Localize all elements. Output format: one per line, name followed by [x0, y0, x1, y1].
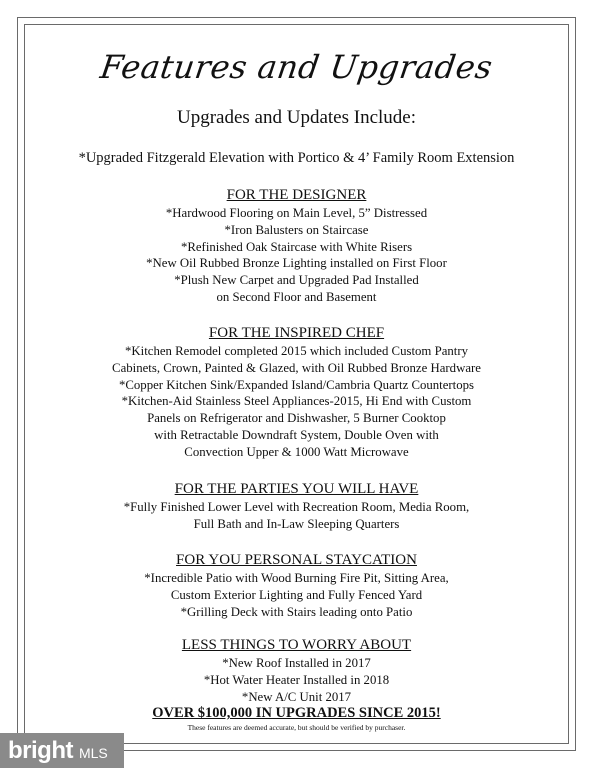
section-line: *New Roof Installed in 2017 [222, 656, 371, 670]
section-line: Cabinets, Crown, Painted & Glazed, with Oil Rubbed Bronze Hardware [112, 360, 481, 375]
section-line: *Copper Kitchen Sink/Expanded Island/Cambria Quartz Countertops [118, 377, 475, 392]
logo-word: bright [8, 736, 73, 764]
section-line: *New A/C Unit 2017 [241, 689, 352, 704]
section-heading: FOR THE INSPIRED CHEF [208, 325, 385, 341]
section-heading: FOR THE PARTIES YOU WILL HAVE [174, 481, 419, 497]
intro-line: *Upgraded Fitzgerald Elevation with Portico & 4’ Family Room Extension [78, 150, 515, 166]
section-line: *Fully Finished Lower Level with Recreation Room, Media Room, [123, 500, 470, 514]
section-line: with Retractable Downdraft System, Double Oven with [154, 427, 439, 442]
section-heading: LESS THINGS TO WORRY ABOUT [181, 637, 412, 653]
section-designer [26, 186, 567, 306]
logo-suffix: MLS [78, 744, 108, 761]
section-worry [26, 636, 567, 705]
section-line: Convection Upper & 1000 Watt Microwave [184, 444, 409, 459]
section-line: *New Oil Rubbed Bronze Lighting installed on First Floor [146, 256, 447, 271]
section-line: *Kitchen Remodel completed 2015 which included Custom Pantry [125, 344, 468, 358]
section-line: *Incredible Patio with Wood Burning Fire Pit, Sitting Area, [144, 571, 449, 585]
section-line: Full Bath and In-Law Sleeping Quarters [193, 516, 400, 531]
section-line: *Hardwood Flooring on Main Level, 5” Distressed [165, 206, 428, 220]
section-line: Custom Exterior Lighting and Fully Fenced Yard [170, 587, 423, 602]
section-parties [26, 480, 567, 533]
section-line: *Hot Water Heater Installed in 2018 [203, 672, 390, 687]
section-line: *Grilling Deck with Stairs leading onto Patio [180, 604, 413, 619]
section-heading: FOR THE DESIGNER [226, 187, 367, 203]
section-line: *Plush New Carpet and Upgraded Pad Installed [174, 273, 419, 288]
page-title: Features and Upgrades [97, 48, 496, 86]
bright-mls-logo [0, 733, 124, 768]
section-line: on Second Floor and Basement [216, 289, 377, 304]
section-staycation [26, 551, 567, 620]
disclaimer: These features are deemed accurate, but should be verified by purchaser. [187, 723, 406, 732]
section-line: *Iron Balusters on Staircase [224, 222, 369, 237]
subtitle: Upgrades and Updates Include: [176, 107, 416, 128]
upgrades-headline: OVER $100,000 IN UPGRADES SINCE 2015! [152, 705, 441, 721]
section-line: *Refinished Oak Staircase with White Risers [180, 239, 413, 254]
section-line: Panels on Refrigerator and Dishwasher, 5 Burner Cooktop [147, 411, 446, 426]
section-chef [26, 324, 567, 461]
section-heading: FOR YOU PERSONAL STAYCATION [176, 552, 417, 568]
section-line: *Kitchen-Aid Stainless Steel Appliances-2015, Hi End with Custom [121, 394, 472, 409]
flyer-content [26, 26, 567, 732]
